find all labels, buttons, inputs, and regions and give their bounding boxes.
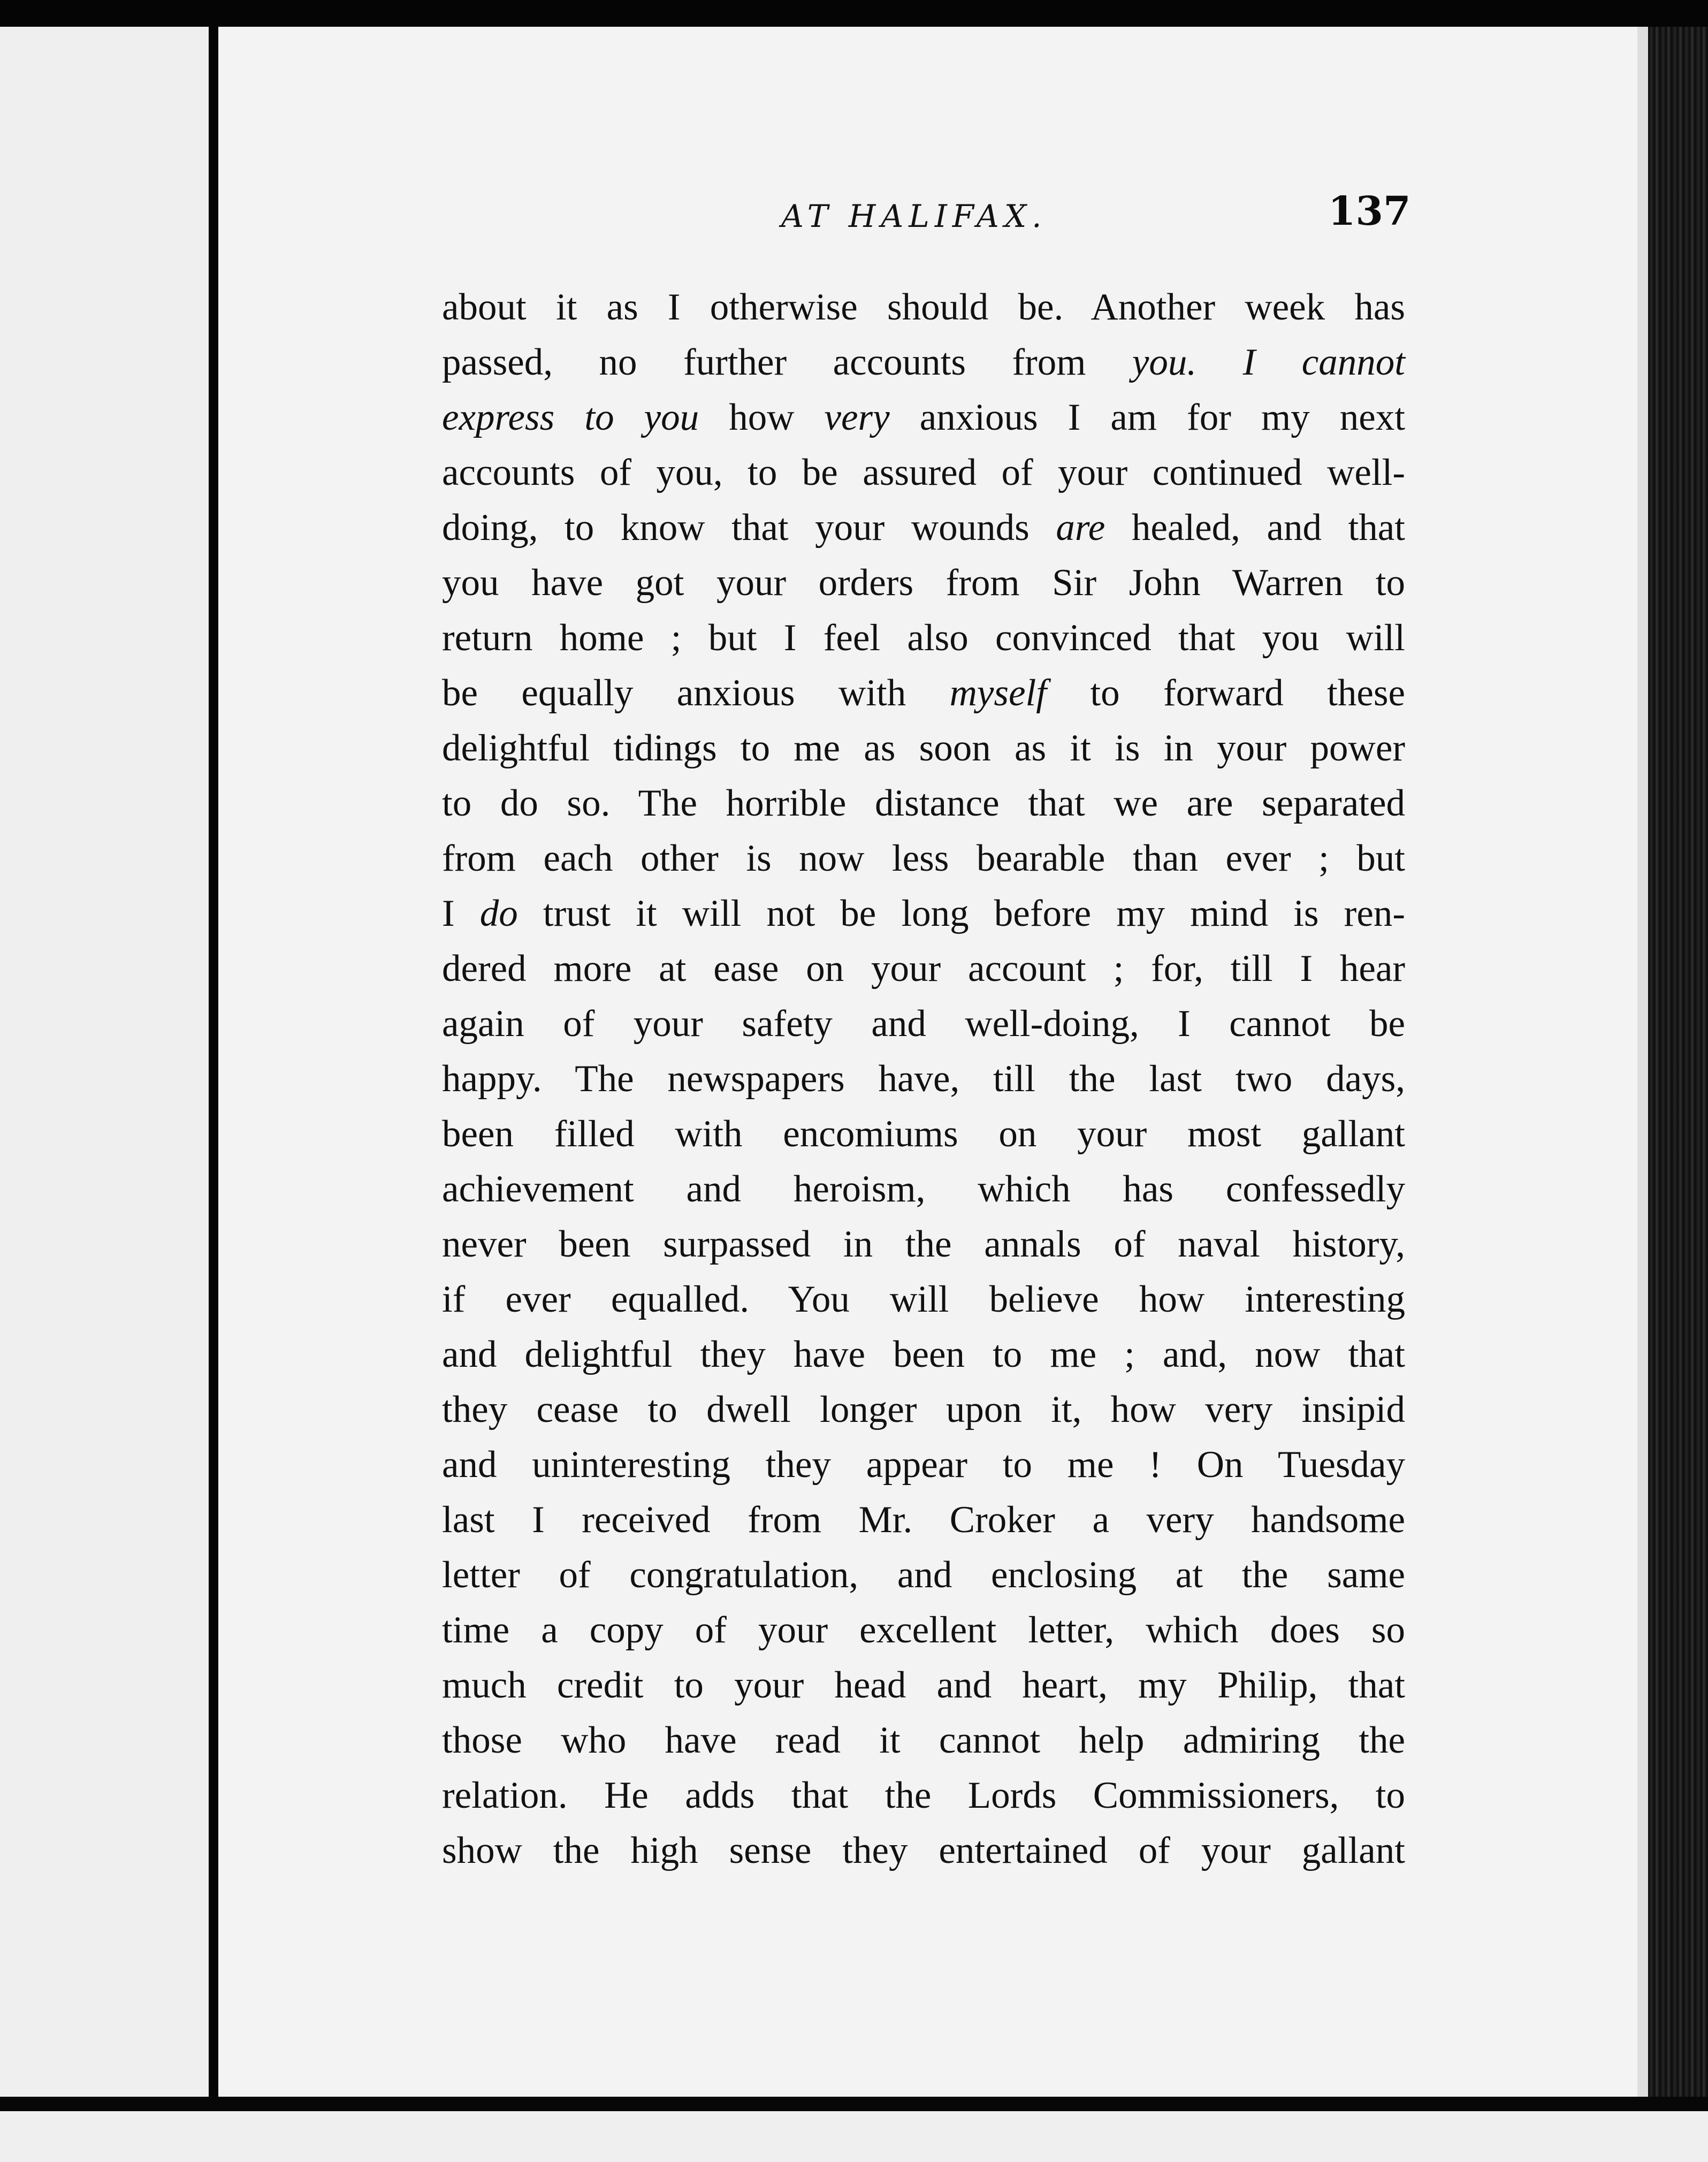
- text-line-18: never been surpassed in the annals of naval history,: [442, 1223, 1405, 1265]
- text-line-10: to do so. The horrible distance that we are separated: [442, 782, 1405, 824]
- text-line-8: be equally anxious with myself to forward these: [442, 672, 1405, 714]
- text-line-22: and uninteresting they appear to me ! On Tuesday: [442, 1444, 1405, 1486]
- text-line-20: and delightful they have been to me ; and, now that: [442, 1334, 1405, 1375]
- text-line-28: relation. He adds that the Lords Commissioners, to: [442, 1775, 1405, 1816]
- book-fore-edge: [1648, 27, 1708, 2097]
- text-line-14: again of your safety and well-doing, I cannot be: [442, 1003, 1405, 1045]
- page-number: 137: [1328, 188, 1411, 234]
- facing-page-edge: [0, 27, 209, 2097]
- text-line-23: last I received from Mr. Croker a very handsome: [442, 1499, 1405, 1541]
- text-line-16: been filled with encomiums on your most gallant: [442, 1113, 1405, 1155]
- bottom-strip: [0, 2111, 1708, 2162]
- text-line-26: much credit to your head and heart, my Philip, that: [442, 1664, 1405, 1706]
- text-line-25: time a copy of your excellent letter, which does so: [442, 1609, 1405, 1651]
- text-line-5: doing, to know that your wounds are healed, and that: [442, 507, 1405, 549]
- binding-gutter: [209, 11, 218, 2098]
- text-line-15: happy. The newspapers have, till the last two days,: [442, 1058, 1405, 1100]
- text-line-6: you have got your orders from Sir John Warren to: [442, 562, 1405, 604]
- text-line-11: from each other is now less bearable than ever ; but: [442, 838, 1405, 879]
- text-line-17: achievement and heroism, which has confessedly: [442, 1168, 1405, 1210]
- text-line-13: dered more at ease on your account ; for, till I hear: [442, 948, 1405, 989]
- text-line-19: if ever equalled. You will believe how interesting: [442, 1278, 1405, 1320]
- text-line-12: I do trust it will not be long before my mind is ren-: [442, 893, 1405, 934]
- text-line-3: express to you how very anxious I am for my next: [442, 397, 1405, 438]
- body-text: [442, 280, 1405, 1878]
- text-line-21: they cease to dwell longer upon it, how very insipid: [442, 1389, 1405, 1430]
- top-border: [0, 0, 1708, 27]
- text-line-9: delightful tidings to me as soon as it is in your power: [442, 727, 1405, 769]
- page-edge: [1637, 27, 1648, 2097]
- text-line-7: return home ; but I feel also convinced that you will: [442, 617, 1405, 659]
- text-line-29: show the high sense they entertained of your gallant: [442, 1830, 1405, 1871]
- running-head: AT HALIFAX.: [781, 198, 1047, 234]
- text-line-24: letter of congratulation, and enclosing at the same: [442, 1554, 1405, 1596]
- text-line-27: those who have read it cannot help admiring the: [442, 1719, 1405, 1761]
- text-line-2: passed, no further accounts from you. I cannot: [442, 341, 1405, 383]
- text-line-1: about it as I otherwise should be. Another week has: [442, 286, 1405, 328]
- text-line-4: accounts of you, to be assured of your continued well-: [442, 452, 1405, 493]
